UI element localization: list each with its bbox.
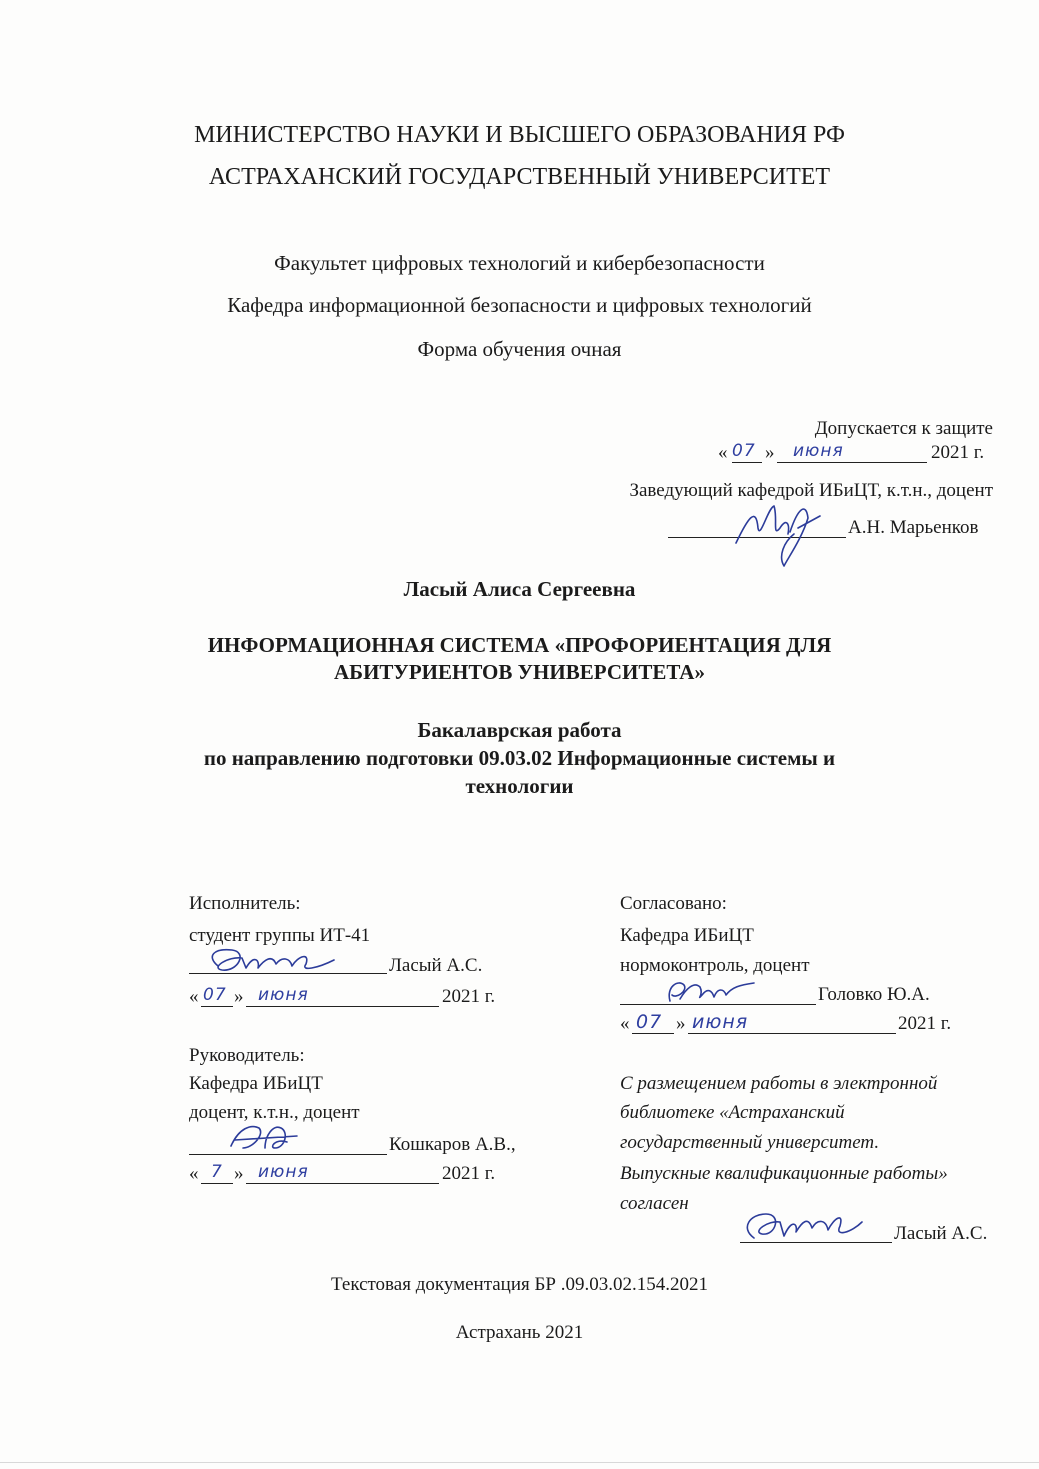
supervisor-date-open: « [189,1163,199,1184]
normcontrol-date-close: » [676,1013,686,1034]
agreed-dept: Кафедра ИБиЦТ [620,925,754,946]
approval-date-year: 2021 г. [931,442,985,463]
work-type: Бакалаврская работа [417,718,622,742]
normcontrol-date-open: « [620,1013,630,1034]
normcontrol-title: нормоконтроль, доцент [620,955,810,976]
executor-date-close: » [234,986,244,1007]
faculty-line: Факультет цифровых технологий и кибербезопасности [274,251,765,275]
approval-date-close: » [765,442,775,463]
supervisor-day-underline [201,1183,233,1184]
supervisor-date-day: 7 [211,1162,223,1182]
supervisor-month-underline [246,1183,439,1184]
executor-date-day: 07 [203,985,227,1005]
normcontrol-name: Головко Ю.А. [818,984,930,1005]
supervisor-date-year: 2021 г. [442,1163,496,1184]
head-signature [728,488,828,570]
executor-date-open: « [189,986,199,1007]
executor-name: Ласый А.С. [389,955,483,976]
supervisor-name: Кошкаров А.В., [389,1134,516,1155]
supervisor-date-close: » [234,1163,244,1184]
agreed-label: Согласовано: [620,893,727,914]
department-line: Кафедра информационной безопасности и цифровых технологий [227,293,812,317]
normcontrol-signature [660,973,760,1009]
consent-signature [736,1200,866,1248]
student-group: студент группы ИТ-41 [189,925,371,946]
normcontrol-date-year: 2021 г. [898,1013,952,1034]
consent-line1: С размещением работы в электронной [620,1073,938,1094]
author-name: Ласый Алиса Сергеевна [403,577,636,601]
head-name: А.Н. Марьенков [848,517,979,538]
normcontrol-day-underline [632,1033,674,1034]
consent-line5: согласен [620,1193,689,1214]
approval-date-open: « [718,442,728,463]
executor-date-year: 2021 г. [442,986,496,1007]
supervisor-date-month: июня [258,1162,309,1182]
consent-line4: Выпускные квалификационные работы» [620,1163,948,1184]
thesis-title-line2: АБИТУРИЕНТОВ УНИВЕРСИТЕТА» [334,660,705,684]
normcontrol-date-month: июня [692,1011,749,1033]
direction-line1: по направлению подготовки 09.03.02 Информационные системы и [203,746,836,770]
study-form-line: Форма обучения очная [417,337,622,361]
supervisor-label: Руководитель: [189,1045,305,1066]
executor-day-underline [201,1006,233,1007]
university-heading: АСТРАХАНСКИЙ ГОСУДАРСТВЕННЫЙ УНИВЕРСИТЕТ [208,164,831,190]
executor-month-underline [246,1006,439,1007]
thesis-title-line1: ИНФОРМАЦИОННАЯ СИСТЕМА «ПРОФОРИЕНТАЦИЯ ДЛЯ [207,633,832,657]
scan-edge-line [0,1462,1039,1463]
ministry-heading: МИНИСТЕРСТВО НАУКИ И ВЫСШЕГО ОБРАЗОВАНИЯ РФ [194,122,845,148]
consent-line3: государственный университет. [620,1132,880,1153]
executor-label: Исполнитель: [189,893,301,914]
supervisor-title: доцент, к.т.н., доцент [189,1102,360,1123]
approval-date-day: 07 [732,441,756,461]
approval-month-underline [777,462,927,463]
consent-line2: библиотеке «Астраханский [620,1102,845,1123]
executor-date-month: июня [258,985,309,1005]
normcontrol-month-underline [688,1033,896,1034]
direction-line2: технологии [465,774,574,798]
supervisor-dept: Кафедра ИБиЦТ [189,1073,323,1094]
admitted-text: Допускается к защите [814,418,993,439]
consent-name: Ласый А.С. [894,1223,988,1244]
head-title: Заведующий кафедрой ИБиЦТ, к.т.н., доцент [629,480,993,501]
approval-day-underline [732,462,762,463]
executor-signature [198,944,348,982]
document-code: Текстовая документация БР .09.03.02.154.2021 [331,1274,708,1295]
normcontrol-date-day: 07 [636,1011,663,1033]
supervisor-signature [225,1118,305,1156]
city-year: Астрахань 2021 [455,1322,584,1343]
approval-date-month: июня [793,441,844,461]
